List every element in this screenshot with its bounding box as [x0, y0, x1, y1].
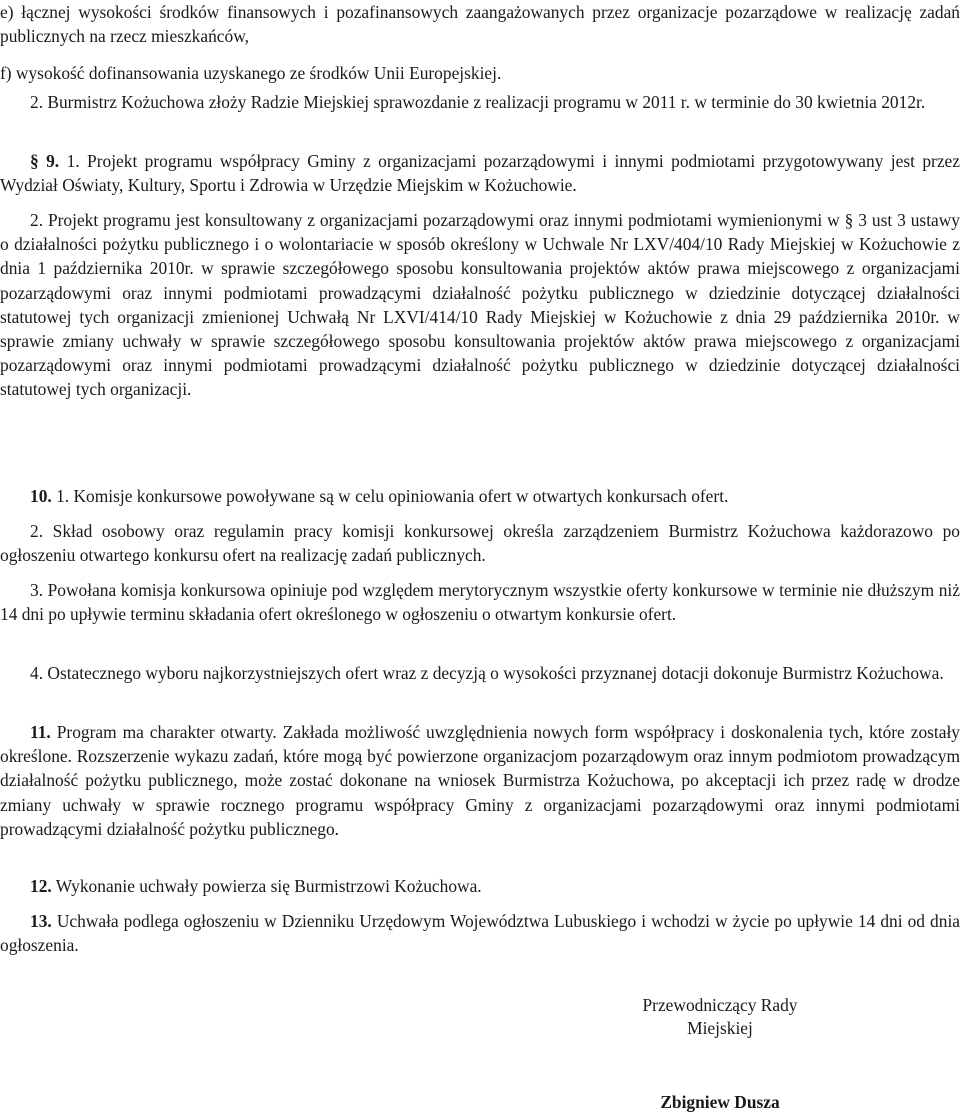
section-10-paragraph-1	[0, 484, 960, 508]
item-e-text: e) łącznej wysokości środków finansowych i pozafinansowych zaangażowanych przez organizacje pozarządowe w realizację zadań publicznych na rzecz mieszkańców,	[0, 2, 960, 47]
section-10-p2-text: 2. Skład osobowy oraz regulamin pracy komisji konkursowej określa zarządzeniem Burmistrz Kożuchowa każdorazowo po ogłoszeniu otwartego konkursu ofert na realizację zadań publicznych.	[0, 521, 960, 566]
section-13-mark: 13.	[30, 911, 52, 931]
signature-title-line-1: Przewodniczący Rady	[642, 995, 798, 1015]
section-10-mark: 10.	[30, 486, 52, 506]
section-11	[0, 720, 960, 841]
list-item-e	[0, 0, 960, 48]
section-9-paragraph-1	[0, 149, 960, 197]
signature-title	[600, 994, 840, 1040]
section-9-p2-text: 2. Projekt programu jest konsultowany z organizacjami pozarządowymi oraz innymi podmiotami wymienionymi w § 3 ust 3 ustawy o działalności pożytku publicznego i o wolontariacie w sposób określony w Uchwale Nr LXV/404/10 Rady Miejskiej w Kożuchowie z dnia 1 października 2010r. w sprawie szczegółowego sposobu konsultowania projektów aktów prawa miejscowego z organizacjami pozarządowymi oraz innymi podmiotami prowadzącymi działalność pożytku publicznego w dziedzinie dotyczącej działalności statutowej tych organizacji zmienionej Uchwałą Nr LXVI/414/10 Rady Miejskiej w Kożuchowie z dnia 29 października 2010r. w sprawie zmiany uchwały w sprawie szczegółowego sposobu konsultowania projektów aktów prawa miejscowego z organizacjami pozarządowymi oraz innymi podmiotami prowadzącymi działalność pożytku publicznego w dziedzinie dotyczącej działalności statutowej tych organizacji.	[0, 210, 960, 400]
paragraph-8-2	[0, 90, 960, 114]
section-13	[0, 909, 960, 957]
paragraph-8-2-text: 2. Burmistrz Kożuchowa złoży Radzie Miejskiej sprawozdanie z realizacji programu w 2011 r. w terminie do 30 kwietnia 2012r.	[30, 92, 926, 112]
section-10-p4-text: 4. Ostatecznego wyboru najkorzystniejszych ofert wraz z decyzją o wysokości przyznanej dotacji dokonuje Burmistrz Kożuchowa.	[30, 663, 944, 683]
section-12-text: Wykonanie uchwały powierza się Burmistrzowi Kożuchowa.	[55, 876, 482, 896]
section-9-paragraph-2	[0, 208, 960, 402]
signature-title-line-2: Miejskiej	[687, 1018, 753, 1038]
section-12-mark: 12.	[30, 876, 52, 896]
section-10-p3-text: 3. Powołana komisja konkursowa opiniuje pod względem merytorycznym wszystkie oferty konkursowe w terminie nie dłuższym niż 14 dni po upływie terminu składania ofert określonego w ogłoszeniu o otwartym konkursie ofert.	[0, 580, 960, 625]
signature-name: Zbigniew Dusza	[660, 1092, 780, 1112]
section-11-text: Program ma charakter otwarty. Zakłada możliwość uwzględnienia nowych form współpracy i doskonalenia tych, które zostały określone. Rozszerzenie wykazu zadań, które mogą być powierzone organizacjom pozarządowym oraz innym podmiotom prowadzącym działalność pożytku publicznego, może zostać dokonane na wniosek Burmistrza Kożuchowa, po akceptacji ich przez radę w drodze zmiany uchwały w sprawie rocznego programu współpracy Gminy z organizacjami pozarządowymi oraz innymi podmiotami prowadzącymi działalność pożytku publicznego.	[0, 722, 960, 839]
section-10-paragraph-2	[0, 519, 960, 567]
section-12	[0, 874, 960, 898]
item-f-text: f) wysokość dofinansowania uzyskanego ze środków Unii Europejskiej.	[0, 63, 502, 83]
section-10-paragraph-3	[0, 578, 960, 626]
section-10-paragraph-4	[0, 661, 960, 685]
section-10-p1-text: 1. Komisje konkursowe powoływane są w celu opiniowania ofert w otwartych konkursach ofert.	[56, 486, 729, 506]
section-13-text: Uchwała podlega ogłoszeniu w Dzienniku Urzędowym Województwa Lubuskiego i wchodzi w życie po upływie 14 dni od dnia ogłoszenia.	[0, 911, 960, 956]
section-9-p1-text: 1. Projekt programu współpracy Gminy z organizacjami pozarządowymi i innymi podmiotami przygotowywany jest przez Wydział Oświaty, Kultury, Sportu i Zdrowia w Urzędzie Miejskim w Kożuchowie.	[0, 151, 960, 196]
section-9-mark: § 9.	[30, 151, 60, 171]
list-item-f	[0, 61, 960, 85]
section-11-mark: 11.	[30, 722, 51, 742]
